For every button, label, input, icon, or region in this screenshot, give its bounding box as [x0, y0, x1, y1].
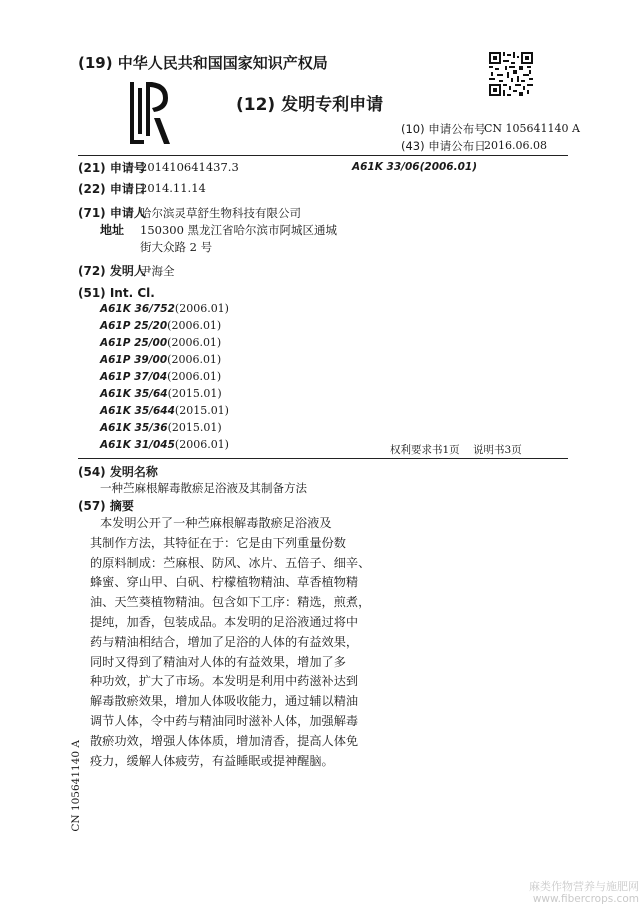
- int-cl-entry: A61P 39/00(2006.01): [100, 353, 222, 366]
- inventor-label: (72) 发明人: [78, 264, 146, 278]
- int-cl-entry: A61K 35/36(2015.01): [100, 421, 222, 434]
- address-line-2: 街大众路 2 号: [140, 240, 213, 254]
- application-number-label: (21) 申请号: [78, 161, 146, 175]
- abstract-line: 散瘀功效，增强人体体质，增加清香，提高人体免: [90, 733, 359, 748]
- watermark-line-1: 麻类作物营养与施肥网: [529, 880, 639, 893]
- abstract-label: (57) 摘要: [78, 499, 134, 513]
- address-line-1: 150300 黑龙江省哈尔滨市阿城区通城: [140, 223, 338, 237]
- abstract-line: 本发明公开了一种苎麻根解毒散瘀足浴液及: [100, 516, 332, 530]
- applicant-name: 哈尔滨灵草舒生物科技有限公司: [140, 206, 301, 220]
- int-cl-entry: A61P 25/00(2006.01): [100, 336, 222, 349]
- publication-date-label: (43) 申请公布日: [401, 139, 486, 153]
- side-publication-number: CN 105641140 A: [70, 740, 82, 832]
- int-cl-entry: A61P 25/20(2006.01): [100, 319, 222, 332]
- abstract-line: 药与精油相结合，增加了足浴的人体的有益效果，: [90, 634, 359, 649]
- application-number: 201410641437.3: [140, 160, 239, 174]
- abstract-line: 调节人体，令中药与精油同时滋补人体，加强解毒: [90, 713, 359, 728]
- abstract-line: 其制作方法，其特征在于：它是由下列重量份数: [90, 535, 346, 550]
- publication-number: CN 105641140 A: [484, 122, 580, 135]
- abstract-line: 解毒散瘀效果，增加人体吸收能力，通过辅以精油: [90, 694, 359, 709]
- abstract-line: 油、天竺葵植物精油。包含如下工序：精选，煎煮，: [90, 595, 371, 610]
- patent-office-name: (19) 中华人民共和国国家知识产权局: [78, 54, 328, 72]
- abstract-line: 同时又得到了精油对人体的有益效果，增加了多: [90, 654, 346, 669]
- int-cl-entry: A61K 31/045(2006.01): [100, 438, 229, 451]
- watermark-line-2: www.fibercrops.com: [532, 893, 639, 905]
- abstract-line: 疫力，缓解人体疲劳，有益睡眠或提神醒脑。: [90, 753, 334, 768]
- int-cl-label: (51) Int. Cl.: [78, 286, 155, 300]
- publication-date: 2016.06.08: [484, 139, 547, 152]
- qr-code-icon: [489, 52, 533, 96]
- int-cl-entry: A61K 35/64(2015.01): [100, 387, 222, 400]
- header-divider: [78, 155, 568, 156]
- biblio-divider: [78, 458, 568, 459]
- address-label: 地址: [100, 223, 125, 237]
- application-date-label: (22) 申请日: [78, 182, 146, 196]
- abstract-line: 的原料制成：苎麻根、防风、冰片、五倍子、细辛、: [90, 555, 371, 570]
- document-type-title: (12) 发明专利申请: [236, 95, 384, 115]
- application-date: 2014.11.14: [140, 181, 206, 195]
- int-cl-entry: A61P 37/04(2006.01): [100, 370, 222, 383]
- abstract-line: 种功效，扩大了市场。本发明是利用中药滋补达到: [90, 674, 359, 689]
- publication-number-label: (10) 申请公布号: [401, 122, 486, 136]
- invention-title: 一种苎麻根解毒散瘀足浴液及其制备方法: [100, 481, 307, 495]
- int-cl-entry: A61K 35/644(2015.01): [100, 404, 229, 417]
- abstract-line: 提纯，加香，包装成品。本发明的足浴液通过将中: [90, 614, 359, 629]
- page-count-info: 权利要求书1页 说明书3页: [390, 444, 522, 456]
- int-cl-entry: A61K 36/752(2006.01): [100, 302, 229, 315]
- abstract-line: 蜂蜜、穿山甲、白矾、柠檬植物精油、草香植物精: [90, 575, 359, 590]
- inventor-name: 尹海全: [140, 264, 175, 278]
- site-watermark: [529, 880, 639, 906]
- ipc-main-class: A61K 33/06(2006.01): [352, 161, 478, 173]
- invention-title-label: (54) 发明名称: [78, 465, 158, 479]
- abstract-text: [90, 514, 371, 771]
- applicant-label: (71) 申请人: [78, 206, 146, 220]
- cnipa-logo-icon: [124, 78, 176, 148]
